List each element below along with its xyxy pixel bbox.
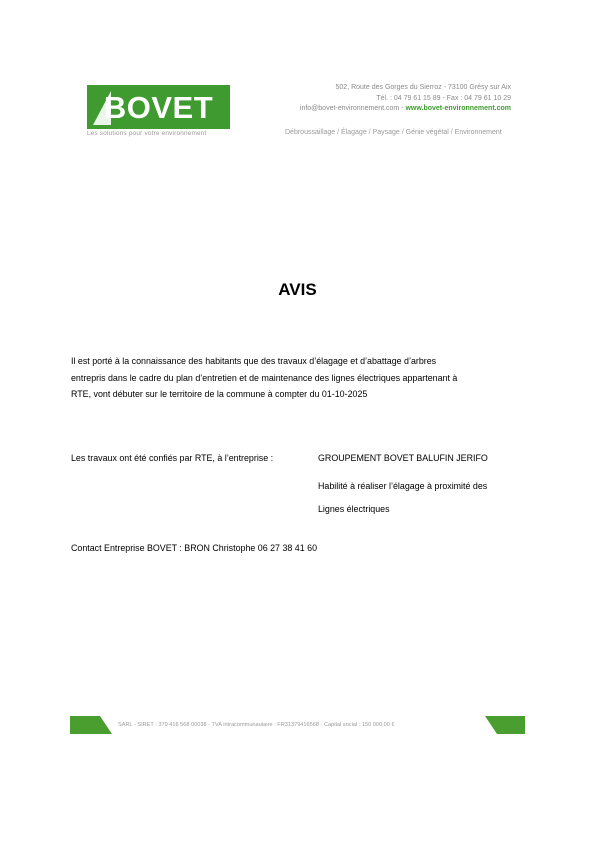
company-address: 502, Route des Gorges du Sierroz - 73100 Grésy sur Aix (335, 84, 511, 91)
logo: BOVET (103, 90, 214, 125)
company-email: info@bovet-environnement.com (299, 105, 400, 112)
qualification-line: Habilité à réaliser l’élagage à proximité des (318, 481, 488, 491)
intro-paragraph (71, 353, 531, 403)
intro-line: RTE, vont débuter sur le territoire de la commune à compter du 01-10-2025 (71, 389, 368, 399)
footer-legal-text: SARL - SIRET : 379 416 568 00038 - TVA intracommunautaire : FR31379416568 - Capital social : 150 000,00 € (118, 722, 395, 728)
page-title: AVIS (278, 280, 317, 299)
works-label: Les travaux ont été confiés par RTE, à l’entreprise : (71, 453, 274, 463)
contractor-qualification (318, 475, 528, 521)
company-contact-block (271, 83, 511, 115)
intro-line: Il est porté à la connaissance des habitants que des travaux d’élagage et d’abattage d’arbres (71, 356, 437, 366)
intro-line: entrepris dans le cadre du plan d’entretien et de maintenance des lignes électriques appartenant à (71, 372, 458, 383)
company-activities: Débroussaillage / Élagage / Paysage / Génie végétal / Environnement (285, 129, 502, 136)
company-email-web: info@bovet-environnement.com - www.bovet-environnement.com (299, 105, 511, 112)
logo-tagline: Les solutions pour votre environnement (87, 130, 207, 137)
company-phone-fax: Tél. : 04 79 61 15 89 - Fax : 04 79 61 10 29 (376, 94, 511, 102)
contact-person-line: Contact Entreprise BOVET : BRON Christophe 06 27 38 41 60 (71, 543, 317, 553)
company-website: www.bovet-environnement.com (405, 105, 511, 112)
qualification-line: Lignes électriques (318, 504, 390, 514)
contractor-name: GROUPEMENT BOVET BALUFIN JERIFO (318, 453, 488, 463)
